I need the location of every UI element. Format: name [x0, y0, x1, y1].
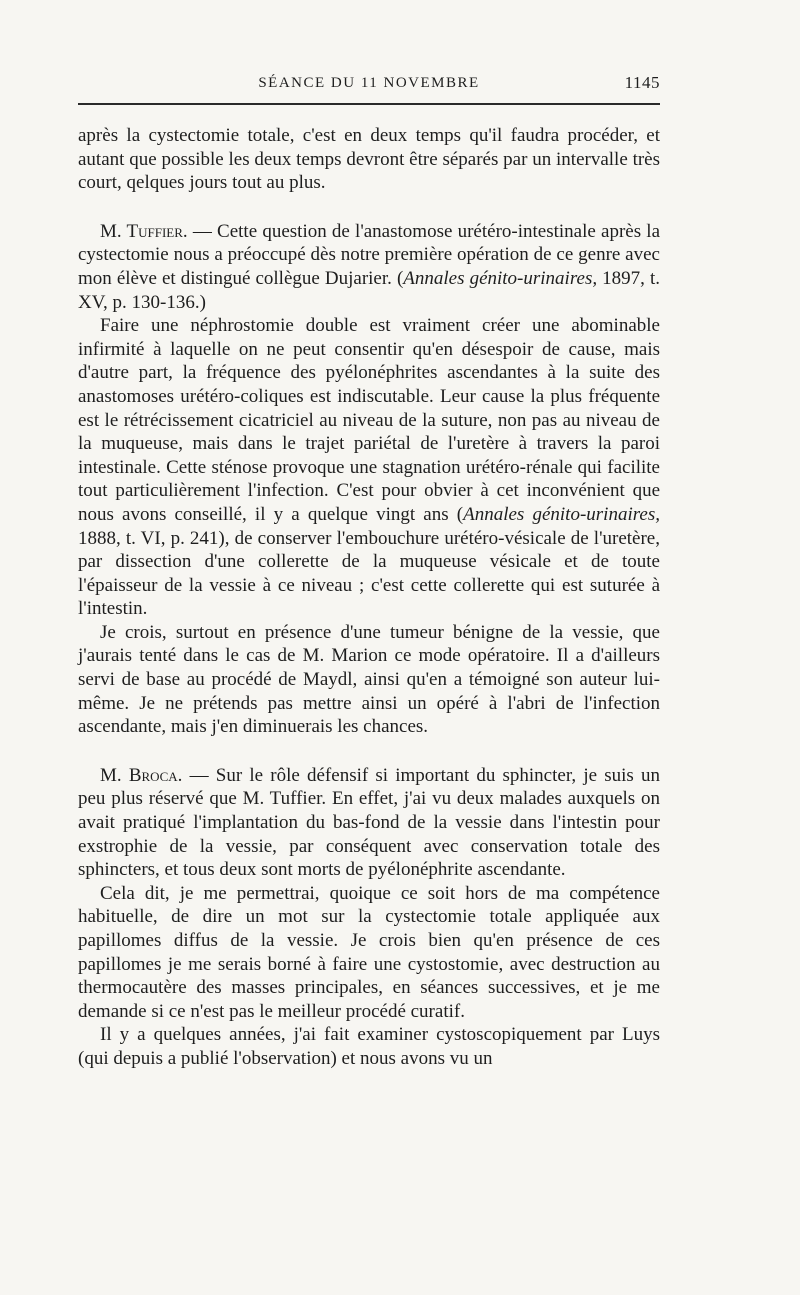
paragraph-broca: [78, 764, 660, 882]
speaker-name: M. Broca.: [100, 764, 183, 786]
paragraph-text: Faire une néphrostomie double est vraiment créer une abominable infirmité à laquelle on ne peut consentir qu'en désespoir de cause, mais d'autre part, la fréquence des pyélonéphrites ascendantes à la suite des anastomoses urétéro-coliques est indiscutable. Leur cause la plus fréquente est le rétrécissement cicatriciel au niveau de la suture, non pas au niveau de la muqueuse, mais dans le trajet pariétal de l'uretère à travers la paroi intestinale. Cette sténose provoque une stagnation urétéro-rénale qui facilite tout particulièrement l'infection. C'est pour obvier à cet inconvénient que nous avons conseillé, il y a quelque vingt ans (: [78, 315, 660, 525]
page-number: 1145: [624, 73, 660, 92]
paragraph-text: 1888, t. VI, p. 241), de conserver l'embouchure urétéro-vésicale de l'uretère, par dissection d'une collerette de la muqueuse vésicale et de toute l'épaisseur de la vessie à ce niveau ; c'est cette collerette qui est suturée à l'intestin.: [78, 527, 660, 620]
header-rule: [78, 103, 660, 105]
paragraph-continuation: après la cystectomie totale, c'est en deux temps qu'il faudra procéder, et autant que possible les deux temps devront être séparés par un intervalle très court, qelques jours tout au plus.: [78, 125, 660, 194]
running-header: [78, 72, 660, 94]
paragraph-text: — Cette question de l'anastomose urétéro-intestinale après la cystectomie nous a préoccupé dès notre première opération de ce genre avec mon élève et distingué collègue Dujarier. (: [78, 220, 661, 289]
paragraph-tuffier: [78, 220, 660, 314]
body-text: [78, 124, 660, 1071]
journal-reference: Annales génito-urinaires,: [463, 503, 660, 525]
speaker-name: M. Tuffier.: [100, 220, 188, 242]
paragraph-text: — Sur le rôle défensif si important du sphincter, je suis un peu plus réservé que M. Tuffier. En effet, j'ai vu deux malades auxquels on avait pratiqué l'implantation du bas-fond de la vessie dans l'intestin pour exstrophie de la vessie, par conséquent avec conservation totale des sphincters, et tous deux sont morts de pyélonéphrite ascendante.: [78, 764, 660, 881]
paragraph-text: 1897, t. XV, p. 130-136.): [78, 267, 661, 313]
paragraph-cystectomie: Cela dit, je me permettrai, quoique ce soit hors de ma compétence habituelle, de dire un mot sur la cystectomie totale appliquée aux papillomes diffus de la vessie. Je crois bien qu'en présence de ces papillomes je me serais borné à faire une cystostomie, avec destruction au thermocautère des masses principales, en séances successives, et je me demande si ce n'est pas le meilleur procédé curatif.: [78, 882, 660, 1022]
paragraph-tumeur-benigne: Je crois, surtout en présence d'une tumeur bénigne de la vessie, que j'aurais tenté dans le cas de M. Marion ce mode opératoire. Il a d'ailleurs servi de base au procédé de Maydl, ainsi qu'en a témoigné son auteur lui-même. Je ne prétends pas mettre ainsi un opéré à l'abri de l'infection ascendante, mais j'en diminuerais les chances.: [78, 621, 660, 738]
journal-reference: Annales génito-urinaires,: [403, 267, 598, 289]
paragraph-luys: Il y a quelques années, j'ai fait examiner cystoscopiquement par Luys (qui depuis a publié l'observation) et nous avons vu un: [78, 1024, 660, 1069]
running-title: SÉANCE DU 11 NOVEMBRE: [258, 75, 480, 91]
paragraph-nephrostomie: [78, 314, 660, 621]
document-page: [78, 0, 660, 1295]
